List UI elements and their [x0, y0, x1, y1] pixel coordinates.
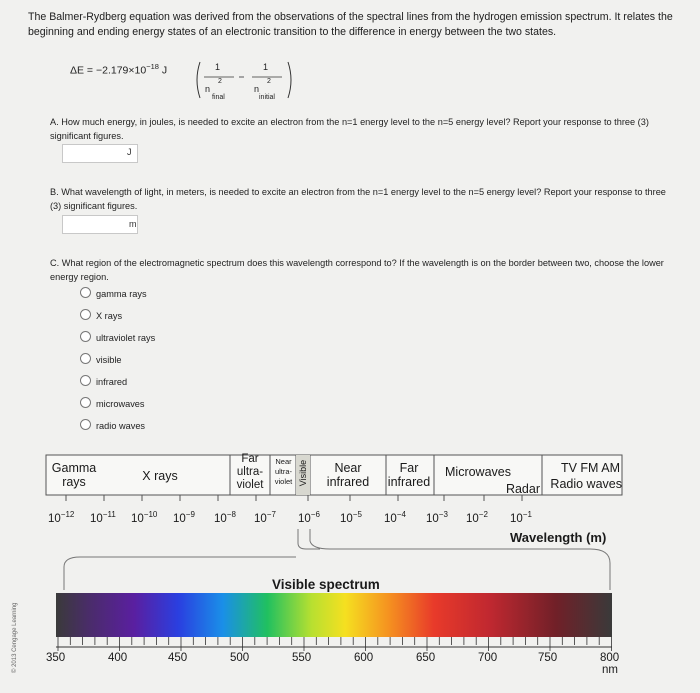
answer-a-unit: J: [127, 147, 132, 157]
n-initial: n: [254, 84, 260, 94]
balmer-rydberg-equation: [70, 62, 167, 77]
wavelength-tick-label: $10^{-2}$: [466, 510, 488, 525]
nm-tick-label: 400: [108, 652, 128, 664]
radio-icon[interactable]: [80, 331, 91, 342]
band-near-infrared: Near infrared: [326, 461, 370, 489]
option-radio-waves[interactable]: radio waves: [80, 419, 145, 431]
nm-ruler-ticks: [58, 637, 612, 651]
nm-tick-label: 750: [538, 652, 558, 664]
band-gamma-rays: Gamma rays: [51, 461, 97, 489]
right-paren: [288, 62, 291, 98]
copyright-notice: © 2013 Cengage Learning: [12, 602, 18, 673]
nm-tick-label: 350: [46, 652, 66, 664]
intro-paragraph: The Balmer-Rydberg equation was derived from the observations of the spectral lines from the hydrogen emission spectrum. It relates the beginning and ending energy states of an electronic transition to the difference in energy between the two states.: [28, 11, 673, 38]
band-near-ultraviolet: Near ultra- violet: [274, 457, 293, 486]
option-ultraviolet-rays[interactable]: ultraviolet rays: [80, 331, 155, 343]
radio-icon[interactable]: [80, 375, 91, 386]
question-b-text: B. What wavelength of light, in meters, is needed to excite an electron from the n=1 energy level to the n=5 energy level? Report your response to three (3) significant figures.: [50, 187, 666, 211]
zoom-connector-bottom: [64, 557, 296, 590]
sq-initial: 2: [267, 78, 271, 85]
question-c-text: C. What region of the electromagnetic spectrum does this wavelength correspond to? If the wavelength is on the border between two, choose the lower energy region.: [50, 258, 664, 282]
option-x-rays[interactable]: X rays: [80, 309, 122, 321]
radio-icon[interactable]: [80, 353, 91, 364]
wavelength-tick-label: $10^{-6}$: [298, 510, 320, 525]
wavelength-tick-label: $10^{-9}$: [173, 510, 195, 525]
band-far-infrared: Far infrared: [387, 461, 431, 489]
nm-tick-label: 600: [354, 652, 374, 664]
wavelength-tick-label: $10^{-11}$: [90, 510, 116, 525]
visible-spectrum-gradient: [56, 593, 612, 637]
wavelength-tick-label: $10^{-7}$: [254, 510, 276, 525]
zoom-connector-left: [298, 529, 320, 549]
sub-initial: initial: [259, 94, 275, 101]
wavelength-tick-marks: [66, 495, 522, 501]
wavelength-tick-label: $10^{-8}$: [214, 510, 236, 525]
band-visible: Visible: [298, 459, 308, 487]
left-paren: [197, 62, 200, 98]
band-microwaves: Microwaves: [445, 465, 511, 479]
n-final: n: [205, 84, 211, 94]
equation-lhs: ΔE = −2.179×10: [70, 64, 147, 77]
option-visible[interactable]: visible: [80, 353, 122, 365]
nm-tick-label: 650: [416, 652, 436, 664]
wavelength-axis-label: Wavelength (m): [510, 530, 607, 545]
equation-unit: J: [158, 64, 168, 77]
wavelength-tick-label: $10^{-3}$: [426, 510, 448, 525]
answer-b-input[interactable]: [62, 215, 138, 234]
option-microwaves[interactable]: microwaves: [80, 397, 145, 409]
option-infrared[interactable]: infrared: [80, 375, 127, 387]
nm-unit-label: nm: [602, 664, 618, 676]
radio-icon[interactable]: [80, 309, 91, 320]
nm-tick-label: 800: [600, 652, 620, 664]
wavelength-tick-label: $10^{-1}$: [510, 510, 532, 525]
wavelength-tick-label: $10^{-12}$: [48, 510, 75, 525]
band-radio-waves: Radio waves: [550, 477, 622, 491]
band-far-ultraviolet: Far ultra- violet: [236, 453, 264, 491]
equation-fraction-graphic: [194, 58, 294, 102]
radio-icon[interactable]: [80, 287, 91, 298]
wavelength-tick-label: $10^{-4}$: [384, 510, 406, 525]
band-tv-fm-am: TV FM AM: [560, 461, 620, 475]
question-a-text: A. How much energy, in joules, is needed to excite an electron from the n=1 energy level to the n=5 energy level? Report your response to three (3) significant figures.: [50, 117, 649, 141]
wavelength-tick-label: $10^{-5}$: [340, 510, 362, 525]
radio-icon[interactable]: [80, 397, 91, 408]
radio-icon[interactable]: [80, 419, 91, 430]
equation-exponent: −18: [146, 62, 159, 71]
visible-spectrum-title: Visible spectrum: [272, 577, 380, 592]
option-gamma-rays[interactable]: gamma rays: [80, 287, 147, 299]
nm-tick-label: 500: [230, 652, 250, 664]
band-radar: Radar: [505, 482, 540, 496]
nm-tick-label: 450: [168, 652, 188, 664]
band-x-rays: X rays: [142, 469, 178, 483]
sq-final: 2: [218, 78, 222, 85]
nm-tick-label: 700: [478, 652, 498, 664]
numerator-initial: 1: [263, 62, 269, 72]
nm-tick-label: 550: [292, 652, 312, 664]
answer-b-unit: m: [129, 219, 137, 229]
sub-final: final: [212, 94, 225, 101]
numerator-final: 1: [215, 62, 221, 72]
wavelength-tick-label: $10^{-10}$: [131, 510, 158, 525]
